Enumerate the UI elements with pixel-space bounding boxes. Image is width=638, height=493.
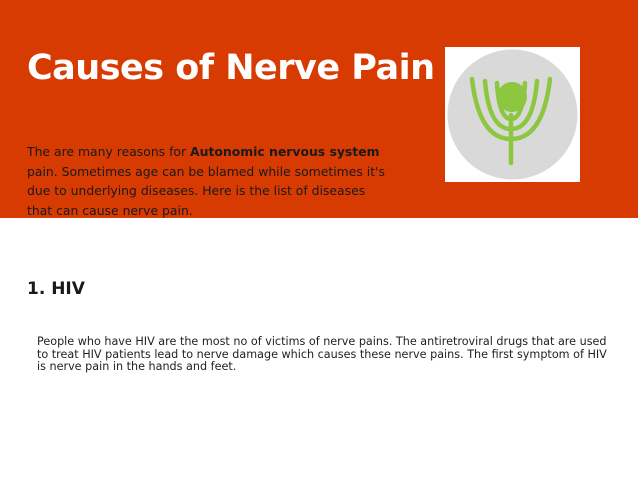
header-banner — [0, 0, 638, 218]
slide-title: Causes of Nerve Pain — [27, 48, 435, 88]
intro-text — [27, 142, 387, 220]
nerve-symbol-icon — [445, 47, 580, 182]
section-body-text: People who have HIV are the most no of victims of nerve pains. The antiretroviral drugs that are used to treat HIV patients lead to nerve damage which causes these nerve pains. The first symptom of HIV is nerve pain in the hands and feet. — [37, 335, 607, 373]
section-heading: 1. HIV — [27, 279, 85, 299]
intro-text-start: The are many reasons for — [27, 144, 191, 159]
intro-text-end: pain. Sometimes age can be blamed while sometimes it's due to underlying diseases. Here is the list of diseases that can cause nerve pain. — [27, 163, 385, 218]
logo — [445, 47, 580, 182]
intro-text-bold: Autonomic nervous system — [190, 144, 380, 159]
